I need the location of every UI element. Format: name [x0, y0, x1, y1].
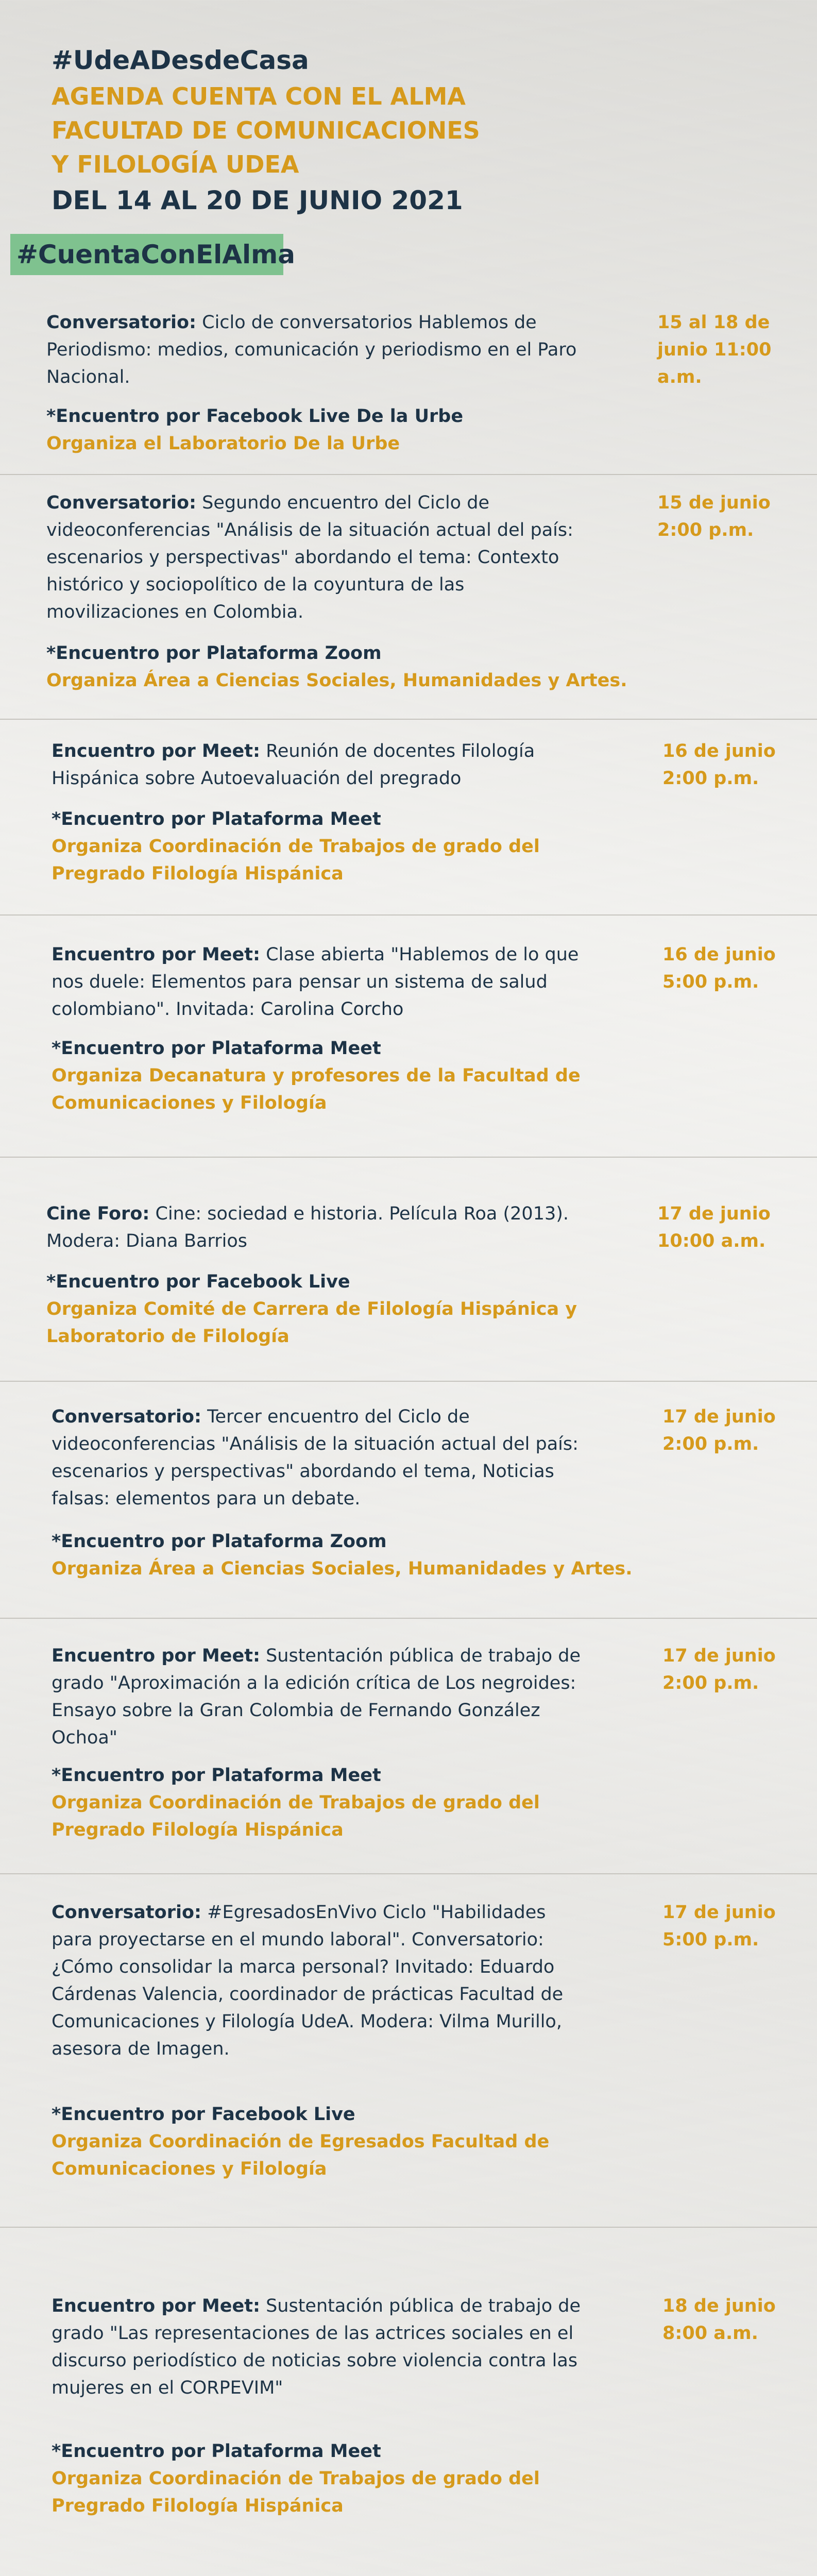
event-type: Conversatorio:	[52, 1902, 201, 1923]
agenda-title-line-3: Y FILOLOGÍA UDEA	[52, 150, 299, 178]
event-platform: *Encuentro por Facebook Live	[46, 1272, 350, 1292]
divider	[0, 914, 817, 916]
event-type: Cine Foro:	[46, 1204, 150, 1224]
event-platform: *Encuentro por Plataforma Meet	[52, 2441, 381, 2462]
event-type: Encuentro por Meet:	[52, 944, 260, 965]
event-platform: *Encuentro por Facebook Live	[52, 2104, 355, 2125]
agenda-dates: DEL 14 AL 20 DE JUNIO 2021	[52, 185, 463, 215]
event-platform: *Encuentro por Plataforma Zoom	[46, 643, 382, 664]
divider	[0, 474, 817, 475]
event-type: Encuentro por Meet:	[52, 2296, 260, 2316]
divider	[0, 719, 817, 720]
event-type: Conversatorio:	[46, 312, 196, 333]
event-type: Conversatorio:	[46, 493, 196, 513]
event-organizer: Organiza Coordinación de Trabajos de grado del Pregrado Filología Hispánica	[52, 836, 540, 884]
event-date: 17 de junio 5:00 p.m.	[662, 1902, 776, 1950]
event-platform: *Encuentro por Plataforma Meet	[52, 1038, 381, 1059]
event-description-text: Sustentación pública de trabajo de grado "Aproximación a la edición crítica de Los negroides: Ensayo sobre la Gran Colombia de Fernando González Ochoa"	[52, 1646, 581, 1748]
event-platform: *Encuentro por Facebook Live De la Urbe	[46, 406, 464, 427]
event-organizer: Organiza Área a Ciencias Sociales, Humanidades y Artes.	[52, 1558, 633, 1579]
event-platform: *Encuentro por Plataforma Meet	[52, 1765, 381, 1786]
event-description	[52, 2293, 587, 2402]
event-description	[52, 738, 587, 792]
divider	[0, 1157, 817, 1158]
event-type: Encuentro por Meet:	[52, 1646, 260, 1666]
event-description	[52, 1642, 587, 1752]
event-date: 16 de junio 2:00 p.m.	[662, 741, 776, 789]
event-platform: *Encuentro por Plataforma Meet	[52, 809, 381, 829]
event-description-text: Sustentación pública de trabajo de grado "Las representaciones de las actrices sociales en el discurso periodístico de noticias sobre violencia contra las mujeres en el CORPEVIM"	[52, 2296, 581, 2398]
event-organizer: Organiza Coordinación de Trabajos de grado del Pregrado Filología Hispánica	[52, 1792, 540, 1840]
event-description-text: Ciclo de conversatorios Hablemos de Periodismo: medios, comunicación y periodismo en el Paro Nacional.	[46, 312, 577, 387]
event-description-text: Clase abierta "Hablemos de lo que nos duele: Elementos para pensar un sistema de salud colombiano". Invitada: Carolina Corcho	[52, 944, 579, 1020]
event-description	[46, 309, 582, 391]
event-date: 15 al 18 de junio 11:00 a.m.	[657, 312, 772, 387]
event-organizer: Organiza Coordinación de Egresados Facultad de Comunicaciones y Filología	[52, 2131, 550, 2179]
event-type: Conversatorio:	[52, 1406, 201, 1427]
divider	[0, 1381, 817, 1382]
event-description	[52, 1403, 587, 1513]
divider	[0, 1873, 817, 1874]
event-date: 17 de junio 2:00 p.m.	[662, 1406, 776, 1454]
event-organizer: Organiza el Laboratorio De la Urbe	[46, 433, 400, 454]
event-organizer: Organiza Comité de Carrera de Filología Hispánica y Laboratorio de Filología	[46, 1299, 577, 1347]
divider	[0, 2227, 817, 2228]
event-description	[46, 489, 582, 626]
event-organizer: Organiza Área a Ciencias Sociales, Humanidades y Artes.	[46, 670, 627, 691]
event-description-text: Reunión de docentes Filología Hispánica sobre Autoevaluación del pregrado	[52, 741, 535, 789]
event-platform: *Encuentro por Plataforma Zoom	[52, 1531, 387, 1552]
event-organizer: Organiza Coordinación de Trabajos de grado del Pregrado Filología Hispánica	[52, 2468, 540, 2516]
event-date: 17 de junio 2:00 p.m.	[662, 1646, 776, 1693]
event-description-text: Segundo encuentro del Ciclo de videoconferencias "Análisis de la situación actual del país: escenarios y perspectivas" abordando el tema: Contexto histórico y sociopolítico de la coyuntura de las movilizaciones en Colombia.	[46, 493, 573, 622]
agenda-title-line-1: AGENDA CUENTA CON EL ALMA	[52, 82, 466, 110]
event-organizer: Organiza Decanatura y profesores de la Facultad de Comunicaciones y Filología	[52, 1065, 581, 1113]
event-description	[52, 941, 587, 1023]
event-date: 17 de junio 10:00 a.m.	[657, 1204, 771, 1251]
divider	[0, 1618, 817, 1619]
agenda-title-line-2: FACULTAD DE COMUNICACIONES	[52, 116, 480, 144]
event-description-text: #EgresadosEnVivo Ciclo "Habilidades para proyectarse en el mundo laboral". Conversatorio: ¿Cómo consolidar la marca personal? Invitado: Eduardo Cárdenas Valencia, coordinador de prácticas Facultad de Comunicaciones y Filología UdeA. Modera: Vilma Murillo, asesora de Imagen.	[52, 1902, 564, 2059]
event-type: Encuentro por Meet:	[52, 741, 260, 761]
event-description-text: Tercer encuentro del Ciclo de videoconferencias "Análisis de la situación actual del país: escenarios y perspectivas" abordando el tema, Noticias falsas: elementos para un debate.	[52, 1406, 578, 1509]
event-date: 18 de junio 8:00 a.m.	[662, 2296, 776, 2344]
event-description	[46, 1200, 582, 1255]
campaign-badge: #CuentaConElAlma	[10, 234, 283, 275]
event-description	[52, 1899, 587, 2063]
event-date: 16 de junio 5:00 p.m.	[662, 944, 776, 992]
event-date: 15 de junio 2:00 p.m.	[657, 493, 771, 540]
hashtag-title: #UdeADesdeCasa	[52, 45, 309, 75]
event-description-text: Cine: sociedad e historia. Película Roa (2013). Modera: Diana Barrios	[46, 1204, 569, 1251]
